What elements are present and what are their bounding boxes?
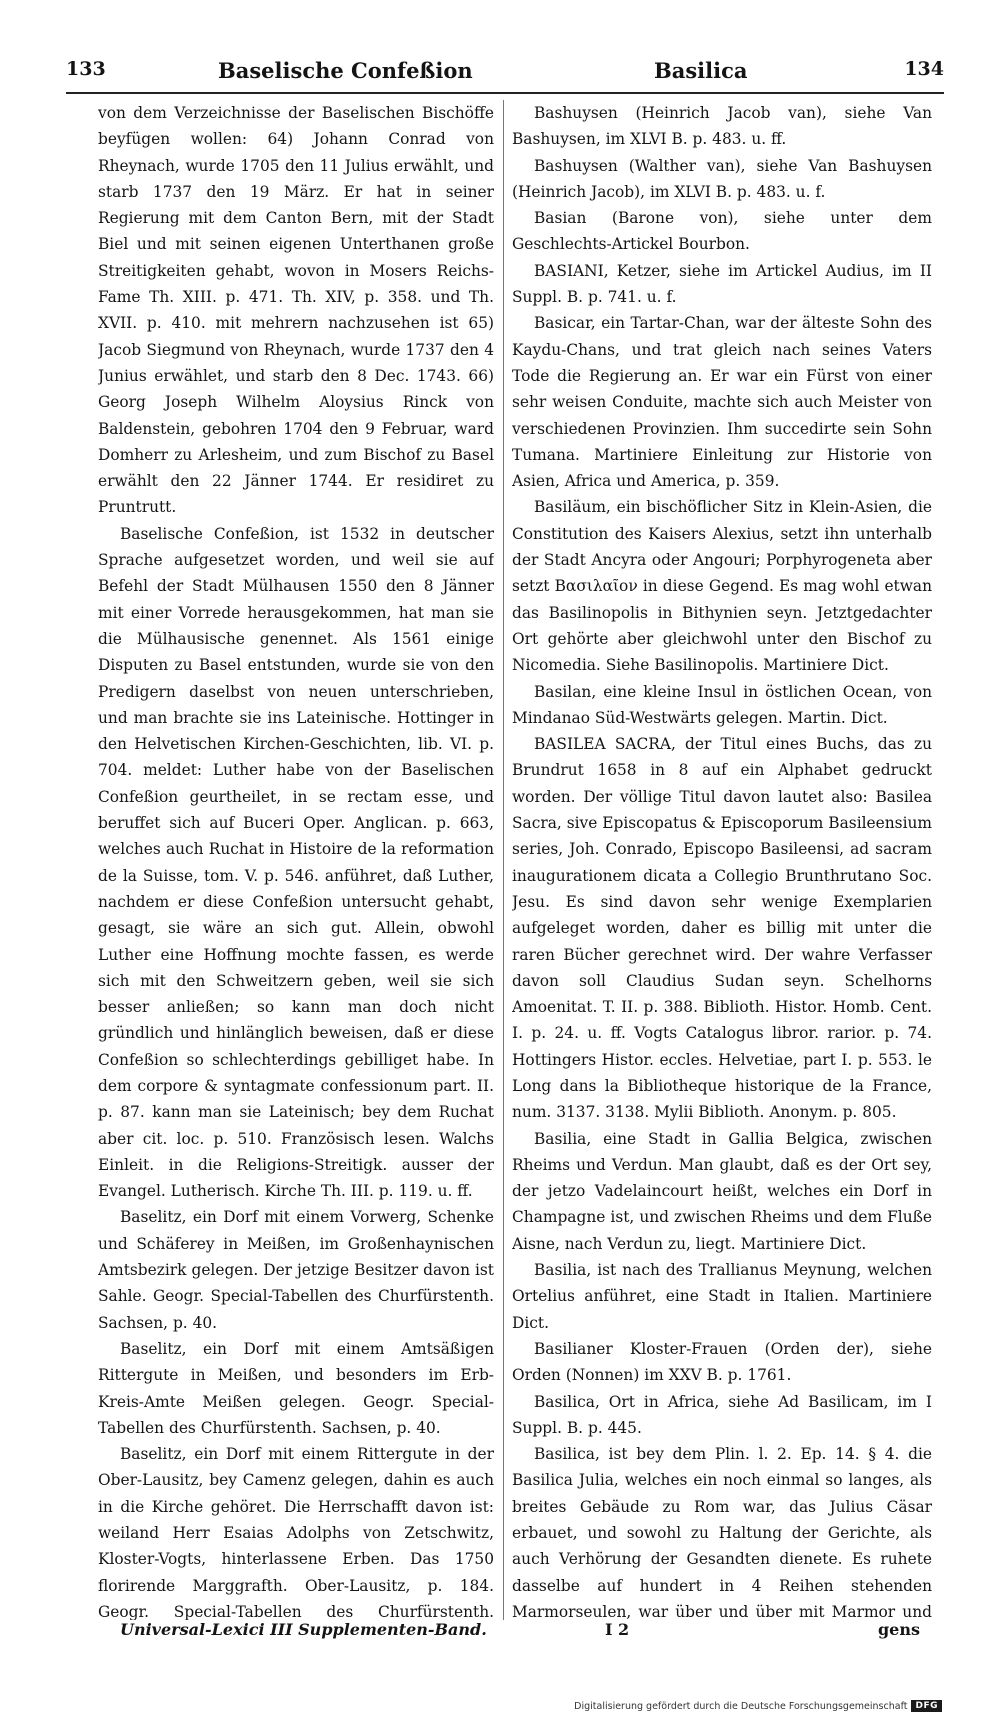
entry-paragraph: Basilica, ist bey dem Plin. l. 2. Ep. 14. § 4. die Basilica Julia, welches ein noch einmal so langes, als breites Gebäude zu Rom war, das Julius Cäsar erbauet, und sowohl zu Haltung der Gerichte, als auch Verhörung der Gesandten dienete. Es ruhete dasselbe auf hundert in 4 Reihen stehenden Marmorseulen, war über und über mit Marmor und bbox=[512, 1445, 932, 1620]
entry-paragraph: Basilia, ist nach des Trallianus Meynung, welchen Ortelius anführet, eine Stadt in Italien. Martiniere Dict. bbox=[512, 1261, 932, 1332]
entry-paragraph: Bashuysen (Walther van), siehe Van Bashuysen (Heinrich Jacob), im XLVI B. p. 483. u. f. bbox=[512, 156, 932, 201]
volume-title: Universal-Lexici III Supplementen-Band. bbox=[120, 1620, 487, 1639]
entry-paragraph: Baselische Confeßion, ist 1532 in deutscher Sprache aufgesetzet worden, und weil sie auf Befehl der Stadt Mülhausen 1550 den 8 Jänner mit einer Vorrede herausgekommen, hat man sie die Mülhausische genennet. Als 1561 einige Disputen zu Basel entstunden, wurde sie von den Predigern daselbst von neuen unterschrieben, und man brachte sie ins Lateinische. Hottinger in den Helvetischen Kirchen-Geschichten, lib. VI. p. 704. meldet: Luther habe von der Baselischen Confeßion geurtheilet, in se rectam esse, und beruffet sich auf Buceri Oper. Anglican. p. 663, welches auch Ruchat in Histoire de la reformation de la Suisse, tom. V. p. 546. anführet, daß Luther, nachdem er diese Confeßion untersucht gehabt, gesagt, sie wäre an sich gut. Allein, obwohl Luther eine Hoffnung mochte fassen, es werde sich mit den Schweitzern geben, weil sie sich besser anließen; so kann man doch nicht gründlich und hinlänglich beweisen, daß er diese Confeßion so schlechterdings gebilliget habe. In dem corpore & syntagmate confessionum part. II. p. 87. kann man sie Lateinisch; bey dem Ruchat aber cit. loc. p. 510. Französisch lesen. Walchs Einleit. in die Religions-Streitigk. ausser der Evangel. Lutherisch. Kirche Th. III. p. 119. u. ff. bbox=[98, 524, 494, 1201]
digitization-credit bbox=[574, 1697, 942, 1715]
entry-paragraph: Basicar, ein Tartar-Chan, war der älteste Sohn des Kaydu-Chans, und trat gleich nach seines Vaters Tode die Regierung an. Er war ein Fürst von einer sehr weisen Conduite, machte sich auch Meister von verschiedenen Provinzien. Ihm succedirte sein Sohn Tumana. Martiniere Einleitung zur Historie von Asien, Africa und America, p. 359. bbox=[512, 314, 932, 491]
signature-mark: I 2 bbox=[605, 1620, 630, 1639]
entry-paragraph: Basilianer Kloster-Frauen (Orden der), siehe Orden (Nonnen) im XXV B. p. 1761. bbox=[512, 1339, 932, 1385]
left-column bbox=[98, 100, 494, 1620]
header-rule bbox=[66, 92, 944, 94]
running-title-right: Basilica bbox=[654, 58, 748, 83]
entry-paragraph: von dem Verzeichnisse der Baselischen Bischöffe beyfügen wollen: 64) Johann Conrad von Rheynach, wurde 1705 den 11 Julius erwählt, und starb 1737 den 19 März. Er hat in seiner Regierung mit dem Canton Bern, mit der Stadt Biel und mit seinen eigenen Unterthanen große Streitigkeiten gehabt, wovon in Mosers Reichs-Fame Th. XIII. p. 471. Th. XIV, p. 358. und Th. XVII. p. 410. mit mehrern nachzusehen ist 65) Jacob Siegmund von Rheynach, wurde 1737 den 4 Junius erwählet, und starb den 8 Dec. 1743. 66) Georg Joseph Wilhelm Aloysius Rinck von Baldenstein, gebohren 1704 den 9 Februar, ward Domherr zu Arlesheim, und zum Bischof zu Basel erwählt den 22 Jänner 1744. Er residiret zu Pruntrutt. bbox=[98, 104, 494, 517]
page-header bbox=[66, 58, 944, 92]
entry-paragraph: Bashuysen (Heinrich Jacob van), siehe Van Bashuysen, im XLVI B. p. 483. u. ff. bbox=[512, 104, 932, 149]
entry-paragraph: Basilia, eine Stadt in Gallia Belgica, zwischen Rheims und Verdun. Man glaubt, daß es der Ort sey, der jetzo Vadelaincourt heißt, welches ein Dorf in Champagne ist, und zwischen Rheims und dem Fluße Aisne, nach Verdun zu, liegt. Martiniere Dict. bbox=[512, 1129, 932, 1253]
credit-text: Digitalisierung gefördert durch die Deutsche Forschungsgemeinschaft bbox=[574, 1700, 908, 1712]
running-title-left: Baselische Confeßion bbox=[218, 58, 473, 83]
entry-paragraph: Basiläum, ein bischöflicher Sitz in Klein-Asien, die Constitution des Kaisers Alexius, setzt ihn unterhalb der Stadt Ancyra oder Angouri; Porphyrogeneta aber setzt Βασιλαῖον in diese Gegend. Es mag wohl etwan das Basilinopolis in Bithynien seyn. Jetztgedachter Ort gehörte aber gleichwohl unter den Bischof zu Nicomedia. Siehe Basilinopolis. Martiniere Dict. bbox=[512, 498, 932, 675]
dfg-logo: DFG bbox=[911, 1700, 942, 1712]
entry-paragraph: Baselitz, ein Dorf mit einem Vorwerg, Schenke und Schäferey in Meißen, im Großenhaynischen Amtsbezirk gelegen. Der jetzige Besitzer davon ist Sahle. Geogr. Special-Tabellen des Churfürstenth. Sachsen, p. 40. bbox=[98, 1208, 494, 1332]
entry-paragraph: BASIANI, Ketzer, siehe im Artickel Audius, im II Suppl. B. p. 741. u. f. bbox=[512, 261, 932, 307]
entry-paragraph: Baselitz, ein Dorf mit einem Amtsäßigen Rittergute in Meißen, und besonders im Erb-Kreis-Amte Meißen gelegen. Geogr. Special-Tabellen des Churfürstenth. Sachsen, p. 40. bbox=[98, 1339, 494, 1437]
catchword: gens bbox=[877, 1620, 920, 1639]
entry-paragraph: BASILEA SACRA, der Titul eines Buchs, das zu Brundrut 1658 in 8 auf ein Alphabet gedruckt worden. Der völlige Titul davon lautet also: Basilea Sacra, sive Episcopatus & Episcoporum Basileensium series, Joh. Conrado, Episcopo Basileensi, ad sacram inaugurationem dicata a Collegio Brunthrutano Soc. Jesu. Es sind davon sehr wenige Exemplarien aufgeleget worden, daher es billig mit unter die raren Bücher gerechnet wird. Der wahre Verfasser davon soll Claudius Sudan seyn. Schelhorns Amoenitat. T. II. p. 388. Biblioth. Histor. Homb. Cent. I. p. 24. u. ff. Vogts Catalogus libror. rarior. p. 74. Hottingers Histor. eccles. Helvetiae, part I. p. 553. le Long dans la Bibliotheque historique de la France, num. 3137. 3138. Mylii Biblioth. Anonym. p. 805. bbox=[512, 735, 932, 1122]
column-divider bbox=[503, 100, 504, 1620]
page-number-right: 134 bbox=[904, 58, 944, 80]
entry-paragraph: Baselitz, ein Dorf mit einem Rittergute in der Ober-Lausitz, bey Camenz gelegen, dahin es auch in die Kirche gehöret. Die Herrschafft davon ist: weiland Herr Esaias Adolphs von Zetschwitz, Kloster-Vogts, hinterlassene Erben. Das 1750 florirende Marggrafth. Ober-Lausitz, p. 184. Geogr. Special-Tabellen des Churfürstenth. bbox=[98, 1445, 494, 1620]
entry-paragraph: Basilan, eine kleine Insul in östlichen Ocean, von Mindanao Süd-Westwärts gelegen. Martin. Dict. bbox=[512, 682, 932, 727]
entry-paragraph: Basilica, Ort in Africa, siehe Ad Basilicam, im I Suppl. B. p. 445. bbox=[512, 1392, 932, 1437]
page-number-left: 133 bbox=[66, 58, 106, 80]
right-column bbox=[512, 100, 932, 1620]
page-footer bbox=[120, 1620, 920, 1650]
entry-paragraph: Basian (Barone von), siehe unter dem Geschlechts-Artickel Bourbon. bbox=[512, 209, 932, 254]
